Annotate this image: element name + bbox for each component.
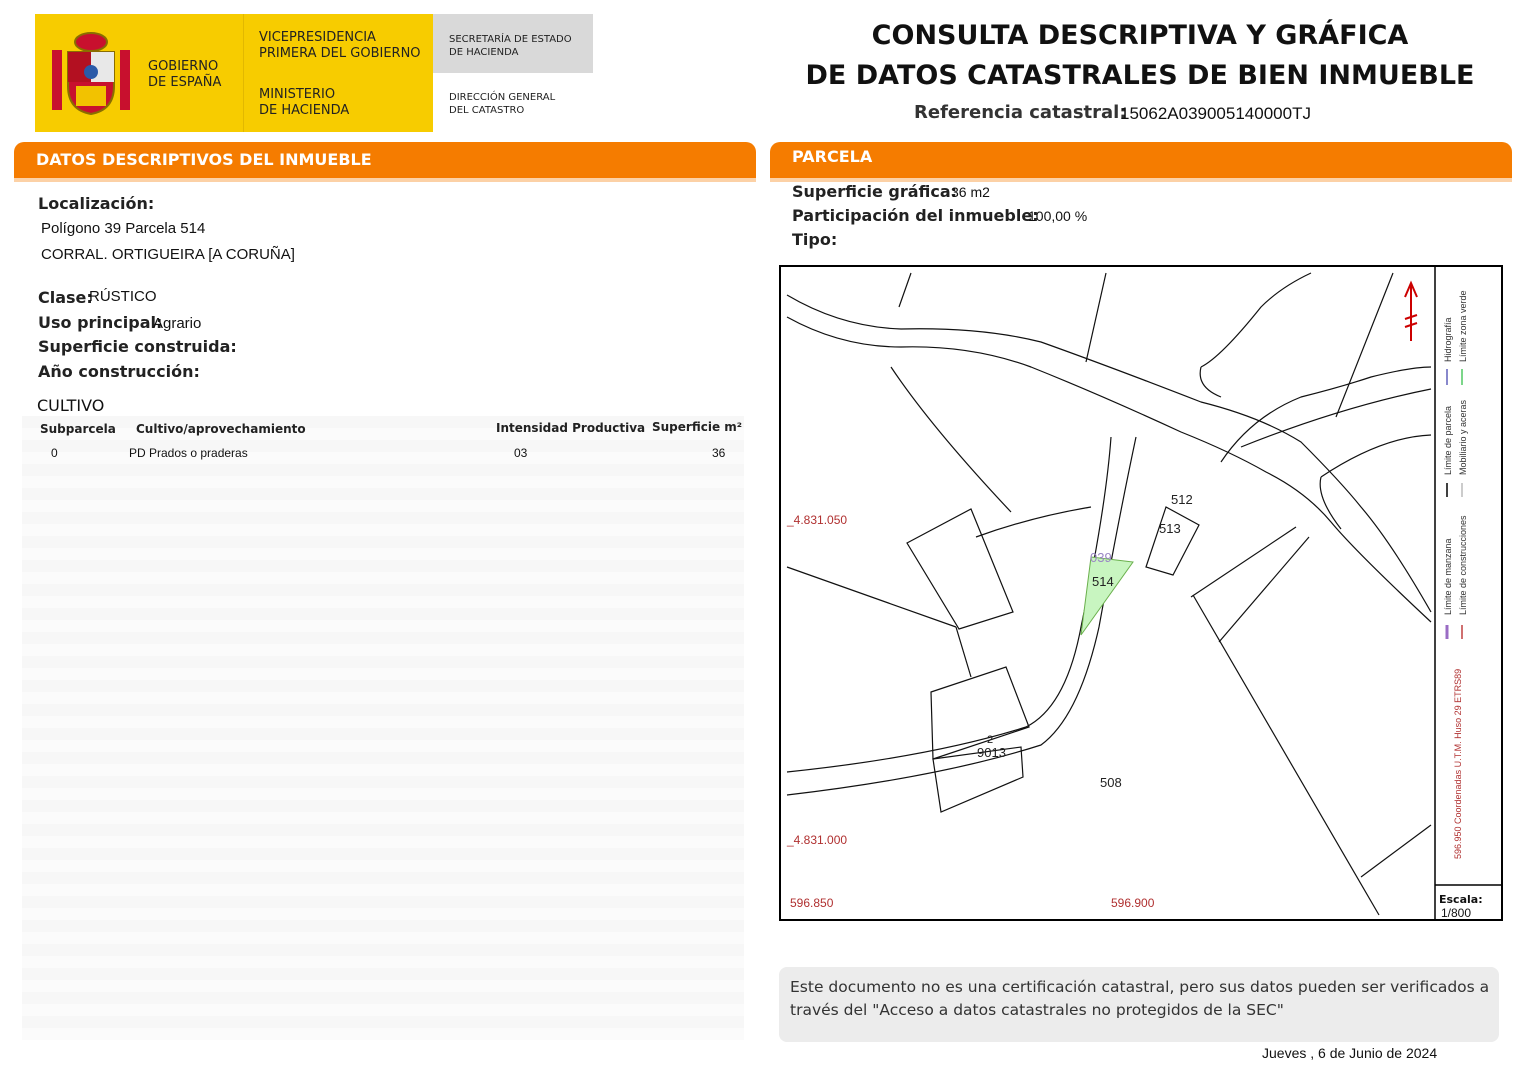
legend-manzana: Límite de manzana [1443, 538, 1453, 615]
coat-of-arms-icon [48, 28, 134, 118]
table-cell-cultivo: PD Prados o praderas [129, 446, 248, 460]
escala-label: Escala: [1439, 893, 1483, 906]
label-508: 508 [1100, 775, 1122, 790]
participacion-label: Participación del inmueble: [792, 206, 1039, 225]
document-title: CONSULTA DESCRIPTIVA Y GRÁFICA DE DATOS CATASTRALES DE BIEN INMUEBLE [805, 20, 1475, 91]
localizacion-line1: Polígono 39 Parcela 514 [41, 220, 206, 237]
clase-value: RÚSTICO [89, 288, 157, 305]
th-intensidad: Intensidad Productiva [496, 421, 646, 435]
th-superficie: Superficie m² [652, 420, 743, 434]
map-drawing [781, 267, 1501, 919]
th-cultivo: Cultivo/aprovechamiento [136, 422, 306, 436]
cultivo-title: CULTIVO [37, 396, 105, 415]
north-arrow-icon [1405, 283, 1417, 341]
notice-text: Este documento no es una certificación catastral, pero sus datos pueden ser verificados a través del "Acceso a datos catastrales no protegidos de la SEC" [790, 978, 1490, 1019]
label-9013: 9013 [977, 745, 1006, 760]
coord-x-left: 596.850 [790, 896, 834, 910]
label-513: 513 [1159, 521, 1181, 536]
label-512: 512 [1171, 492, 1193, 507]
th-subparcela: Subparcela [40, 422, 116, 436]
table-cell-intensidad: 03 [514, 446, 528, 460]
anio-construccion-label: Año construcción: [38, 362, 200, 381]
ref-catastral-label: Referencia catastral: [914, 102, 1127, 123]
uso-principal-label: Uso principal: [38, 313, 163, 332]
direccion-catastro-text: DIRECCIÓN GENERAL DEL CATASTRO [449, 92, 556, 116]
descriptive-section-title: DATOS DESCRIPTIVOS DEL INMUEBLE [36, 150, 372, 169]
secretaria-text: SECRETARÍA DE ESTADO DE HACIENDA [449, 34, 572, 58]
escala-value: 1/800 [1441, 906, 1472, 919]
uso-principal-value: Agrario [153, 315, 202, 332]
tipo-label: Tipo: [792, 230, 838, 249]
legend-parcela: Límite de parcela [1443, 405, 1453, 475]
vicepresidencia-text: VICEPRESIDENCIA PRIMERA DEL GOBIERNO [259, 30, 421, 61]
parcela-section-title: PARCELA [792, 147, 873, 166]
cultivo-table [22, 416, 744, 1040]
localizacion-label: Localización: [38, 194, 155, 213]
descriptive-bar-shadow [14, 176, 756, 182]
label-514: 514 [1092, 574, 1114, 589]
ref-catastral-value: 15062A039005140000TJ [1120, 104, 1311, 123]
localizacion-line2: CORRAL. ORTIGUEIRA [A CORUÑA] [41, 246, 295, 263]
legend-mobiliario: Mobiliario y aceras [1458, 399, 1468, 475]
legend-zona-verde: Límite zona verde [1458, 290, 1468, 362]
legend-hidrografia: Hidrografía [1443, 317, 1453, 362]
parcela-section-bar [770, 142, 1512, 178]
logo-divider [243, 14, 244, 132]
superficie-grafica-value: 36 m2 [951, 184, 990, 200]
coord-x-right: 596.900 [1111, 896, 1155, 910]
table-cell-subparcela: 0 [51, 446, 58, 460]
coord-y-top: _4.831.050 [787, 513, 848, 527]
gobierno-text: GOBIERNO DE ESPAÑA [148, 59, 222, 90]
superficie-construida-label: Superficie construida: [38, 337, 237, 356]
table-cell-superficie: 36 [712, 446, 726, 460]
document-date: Jueves , 6 de Junio de 2024 [1262, 1045, 1438, 1061]
label-039: 039 [1090, 550, 1112, 565]
cadastral-map[interactable] [779, 265, 1503, 921]
coord-y-bottom: _4.831.000 [787, 833, 848, 847]
coord-note: 596.950 Coordenadas U.T.M. Huso 29 ETRS89 [1453, 668, 1463, 859]
ministerio-text: MINISTERIO DE HACIENDA [259, 87, 350, 118]
legend-construcciones: Límite de construcciones [1458, 515, 1468, 615]
label-2: 2 [987, 734, 994, 746]
superficie-grafica-label: Superficie gráfica: [792, 182, 958, 201]
participacion-value: 100,00 % [1028, 208, 1088, 224]
clase-label: Clase: [38, 288, 93, 307]
